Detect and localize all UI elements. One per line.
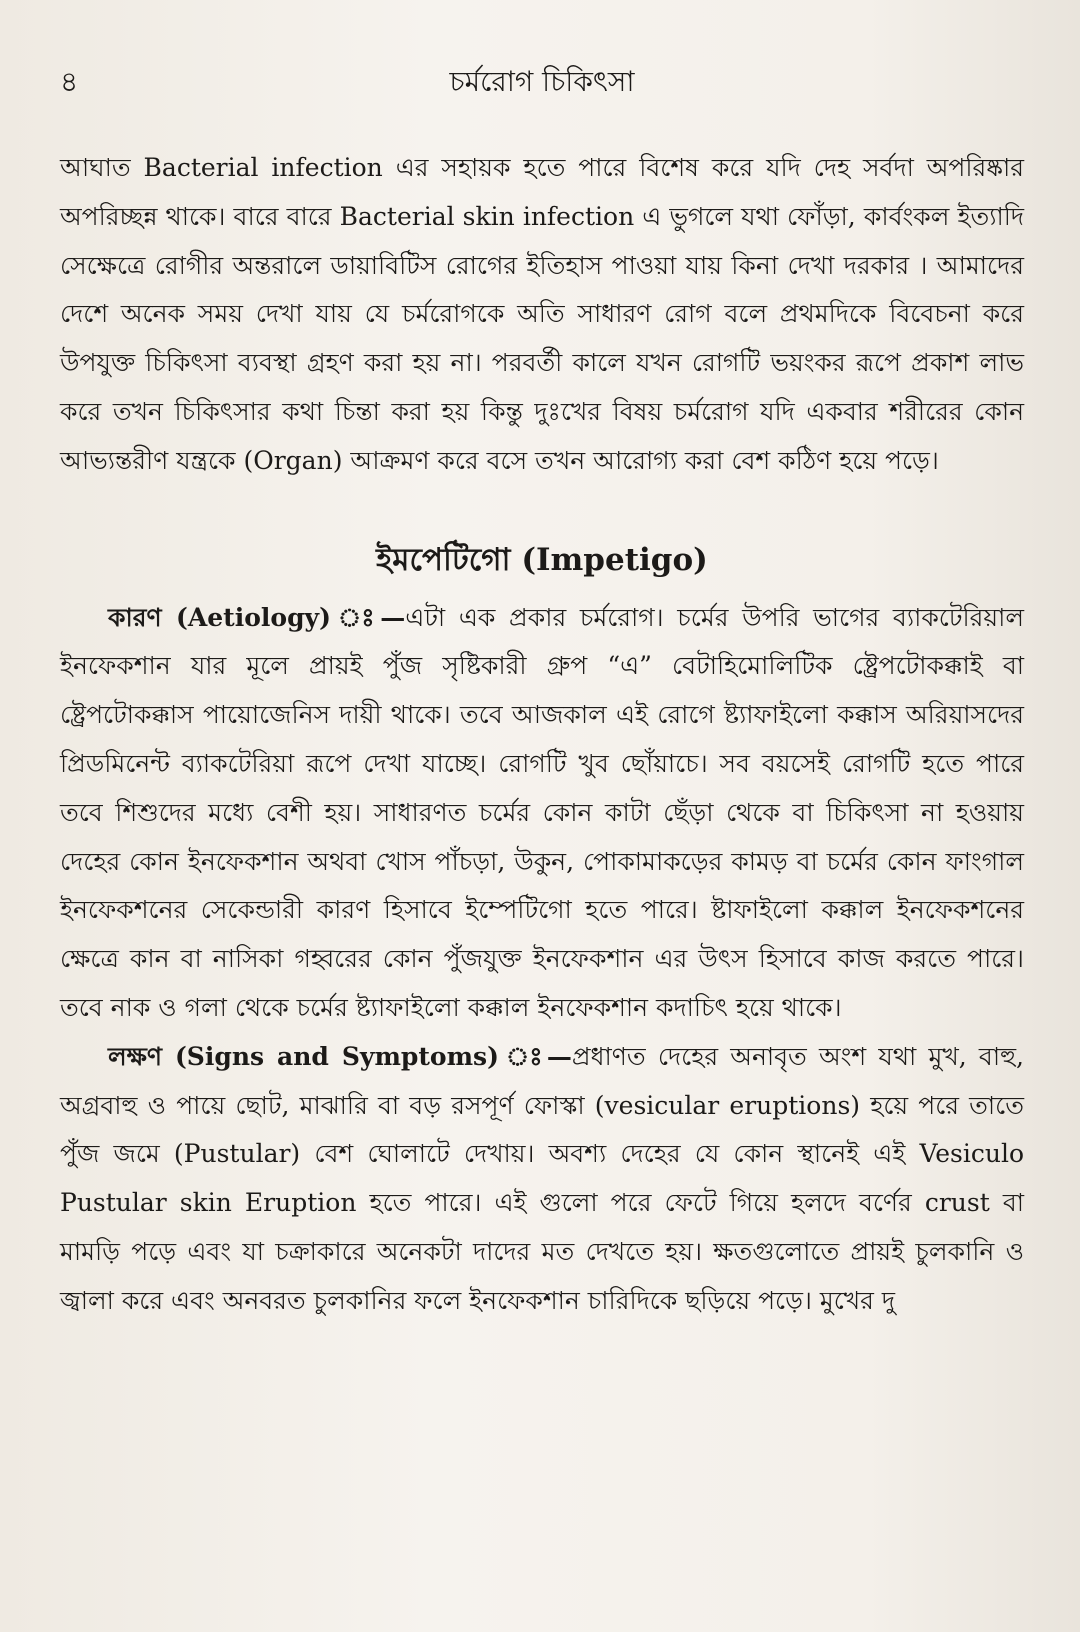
body-text <box>60 144 1024 1326</box>
aetiology-paragraph <box>60 594 1024 1033</box>
page-header <box>60 48 1024 104</box>
symptoms-text: প্রধাণত দেহের অনাবৃত অংশ যথা মুখ, বাহু, অগ্রবাহু ও পায়ে ছোট, মাঝারি বা বড় রসপূর্ণ ফোস্কা (vesicular eruptions) হয়ে পরে তাতে পুঁজ জমে (Pustular) বেশ ঘোলাটে দেখায়। অবশ্য দেহের যে কোন স্থানেই এই Vesiculo Pustular skin Eruption হতে পারে। এই গুলো পরে ফেটে গিয়ে হলদে বর্ণের crust বা মামড়ি পড়ে এবং যা চক্রাকারে অনেকটা দাদের মত দেখতে হয়। ক্ষতগুলোতে প্রায়ই চুলকানি ও জ্বালা করে এবং অনবরত চুলকানির ফলে ইনফেকশান চারিদিকে ছড়িয়ে পড়ে। মুখের দু <box>60 1041 1024 1315</box>
page-number: ৪ <box>60 65 79 98</box>
symptoms-label: লক্ষণ (Signs and Symptoms) ঃ— <box>108 1041 572 1071</box>
intro-paragraph: আঘাত Bacterial infection এর সহায়ক হতে পারে বিশেষ করে যদি দেহ সর্বদা অপরিষ্কার অপরিচ্ছন্ন থাকে। বারে বারে Bacterial skin infection এ ভুগলে যথা ফোঁড়া, কার্বংকল ইত্যাদি সেক্ষেত্রে রোগীর অন্তরালে ডায়াবিটিস রোগের ইতিহাস পাওয়া যায় কিনা দেখা দরকার । আমাদের দেশে অনেক সময় দেখা যায় যে চর্মরোগকে অতি সাধারণ রোগ বলে প্রথমদিকে বিবেচনা করে উপযুক্ত চিকিৎসা ব্যবস্থা গ্রহণ করা হয় না। পরবর্তী কালে যখন রোগটি ভয়ংকর রূপে প্রকাশ লাভ করে তখন চিকিৎসার কথা চিন্তা করা হয় কিন্তু দুঃখের বিষয় চর্মরোগ যদি একবার শরীরের কোন আভ্যন্তরীণ যন্ত্রকে (Organ) আক্রমণ করে বসে তখন আরোগ্য করা বেশ কঠিণ হয়ে পড়ে। <box>60 153 1024 475</box>
aetiology-label: কারণ (Aetiology) ঃ— <box>108 602 406 632</box>
section-heading: ইমপেটিগো (Impetigo) <box>376 541 708 578</box>
running-title: চর্মরোগ চিকিৎসা <box>449 65 635 98</box>
aetiology-text: এটা এক প্রকার চর্মরোগ। চর্মের উপরি ভাগের ব্যাকটেরিয়াল ইনফেকশান যার মূলে প্রায়ই পুঁজ সৃষ্টিকারী গ্রুপ “এ” বেটাহিমোলিটিক ষ্ট্রেপটোকক্কাই বা ষ্ট্রেপটোকক্কাস পায়োজেনিস দায়ী থাকে। তবে আজকাল এই রোগে ষ্ট্যাফাইলো কক্কাস অরিয়াসদের প্রিডমিনেন্ট ব্যাকটেরিয়া রূপে দেখা যাচ্ছে। রোগটি খুব ছোঁয়াচে। সব বয়সেই রোগটি হতে পারে তবে শিশুদের মধ্যে বেশী হয়। সাধারণত চর্মের কোন কাটা ছেঁড়া থেকে বা চিকিৎসা না হওয়ায় দেহের কোন ইনফেকশান অথবা খোস পাঁচড়া, উকুন, পোকামাকড়ের কামড় বা চর্মের কোন ফাংগাল ইনফেকশনের সেকেন্ডারী কারণ হিসাবে ইম্পেটিগো হতে পারে। ষ্টাফাইলো কক্কাল ইনফেকশনের ক্ষেত্রে কান বা নাসিকা গহ্বরের কোন পুঁজযুক্ত ইনফেকশান এর উৎস হিসাবে কাজ করতে পারে। তবে নাক ও গলা থেকে চর্মের ষ্ট্যাফাইলো কক্কাল ইনফেকশান কদাচিৎ হয়ে থাকে। <box>60 602 1024 1022</box>
symptoms-paragraph <box>60 1033 1024 1326</box>
